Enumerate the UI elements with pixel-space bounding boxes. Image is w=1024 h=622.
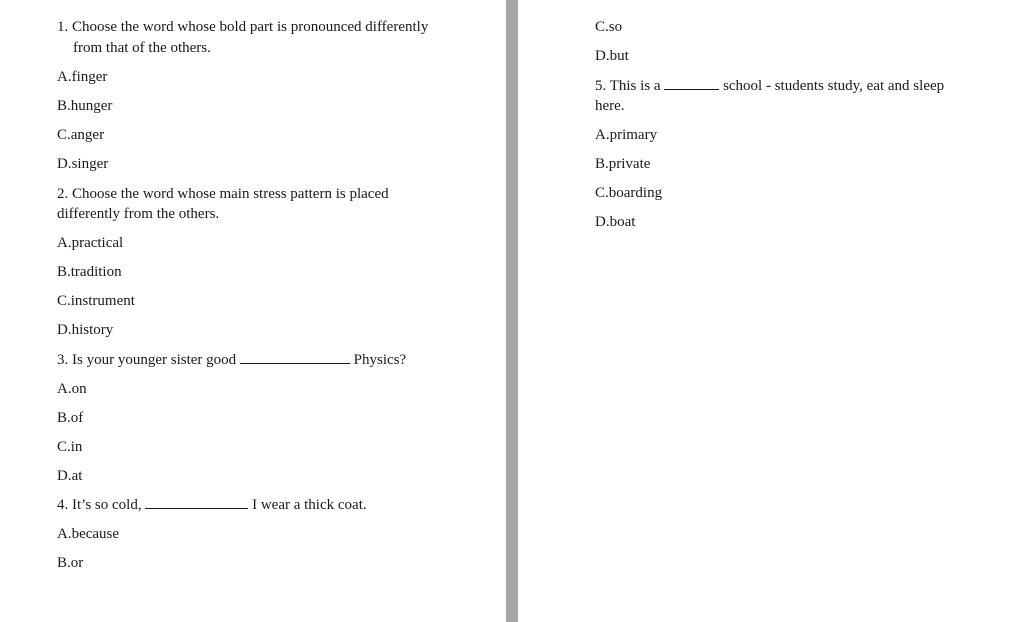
q2-line2: differently from the others.	[57, 206, 220, 222]
q5-option-c: C.boarding	[595, 185, 663, 201]
q3-text-after: Physics?	[353, 352, 407, 368]
q5-option-d: D.boat	[595, 214, 636, 230]
q3-option-a: A.on	[57, 381, 87, 397]
q5-blank	[664, 77, 719, 90]
q1-option-b: B.hunger	[57, 98, 113, 114]
q3-blank	[240, 351, 350, 364]
left-page	[0, 0, 506, 622]
q5-line2: here.	[595, 98, 625, 114]
q5-line1	[595, 77, 944, 95]
q5-text-after: school - students study, eat and sleep	[723, 78, 945, 94]
q3-line	[57, 351, 406, 369]
q5-text-before: 5. This is a	[595, 78, 661, 94]
right-page	[518, 0, 1024, 622]
q3-option-c: C.in	[57, 439, 83, 455]
q3-option-d: D.at	[57, 468, 83, 484]
q5-option-a: A.primary	[595, 127, 658, 143]
q1-option-a: A.finger	[57, 69, 108, 85]
q1-text: Choose the word whose bold part is pronounced differently	[72, 19, 429, 35]
q3-text-before: 3. Is your younger sister good	[57, 352, 237, 368]
q4-blank	[145, 496, 248, 509]
q4-option-c: C.so	[595, 19, 623, 35]
q3-option-b: B.of	[57, 410, 84, 426]
q1-line2: from that of the others.	[73, 40, 211, 56]
q4-text-after: I wear a thick coat.	[252, 497, 367, 513]
q4-option-a: A.because	[57, 526, 120, 542]
q4-option-b: B.or	[57, 555, 84, 571]
q2-line1: 2. Choose the word whose main stress pattern is placed	[57, 186, 389, 202]
q1-option-d: D.singer	[57, 156, 109, 172]
q2-option-c: C.instrument	[57, 293, 135, 309]
q1-number: 1.	[57, 19, 69, 35]
q1-option-c: C.anger	[57, 127, 105, 143]
q4-option-d: D.but	[595, 48, 629, 64]
q2-option-a: A.practical	[57, 235, 124, 251]
q2-option-d: D.history	[57, 322, 114, 338]
q4-line	[57, 496, 367, 514]
q1-line1	[57, 18, 428, 36]
page-divider	[506, 0, 518, 622]
q2-option-b: B.tradition	[57, 264, 122, 280]
q5-option-b: B.private	[595, 156, 651, 172]
q4-text-before: 4. It’s so cold,	[57, 497, 142, 513]
